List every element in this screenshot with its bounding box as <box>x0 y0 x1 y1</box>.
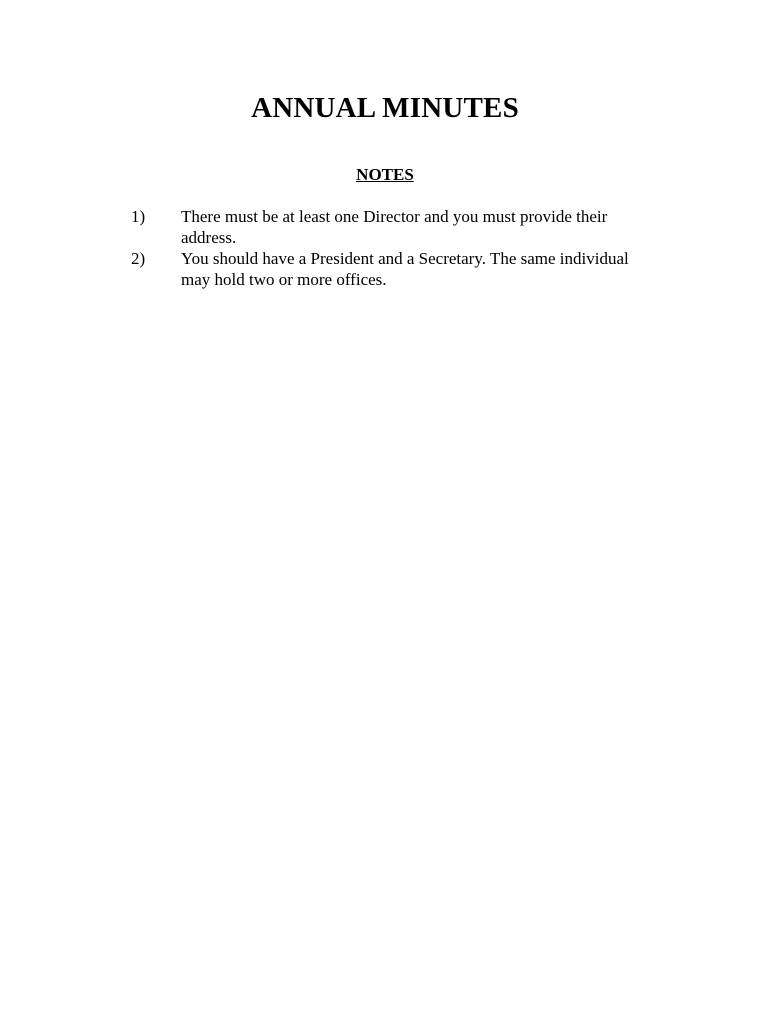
note-number: 2) <box>131 249 146 268</box>
document-title: ANNUAL MINUTES <box>251 92 519 124</box>
note-item-1 <box>0 206 770 248</box>
note-text: You should have a President and a Secretary. The same individual may hold two or more offices. <box>181 249 629 289</box>
note-item-2 <box>0 248 770 290</box>
notes-list <box>0 206 770 290</box>
note-text: There must be at least one Director and you must provide their address. <box>181 207 608 247</box>
note-number: 1) <box>131 207 146 226</box>
notes-heading: NOTES <box>356 165 414 184</box>
